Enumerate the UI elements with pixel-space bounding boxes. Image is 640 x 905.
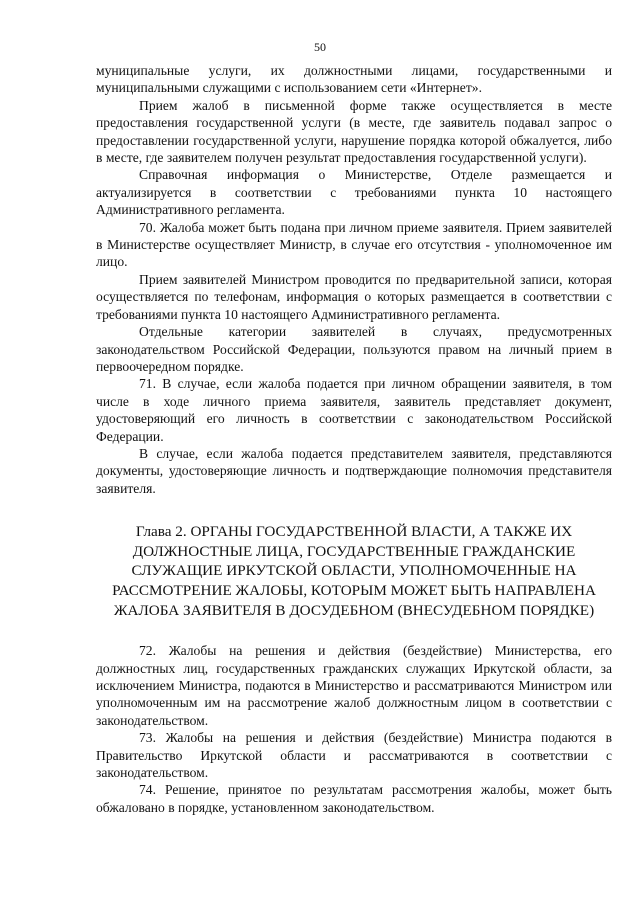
paragraph: В случае, если жалоба подается представителем заявителя, представляются документы, удостоверяющие личность и подтверждающие полномочия представителя заявителя.: [96, 445, 612, 496]
heading-line: РАССМОТРЕНИЕ ЖАЛОБЫ, КОТОРЫМ МОЖЕТ БЫТЬ НАПРАВЛЕНА: [112, 581, 596, 599]
paragraph: 71. В случае, если жалоба подается при личном обращении заявителя, в том числе в ходе личного приема заявителя, заявитель представляет документ, удостоверяющий его личность в соответствии с законодательством Российской Федерации.: [96, 376, 612, 444]
paragraph: муниципальные услуги, их должностными лицами, государственными и муниципальными служащими с использованием сети «Интернет».: [96, 63, 612, 96]
heading-line: СЛУЖАЩИЕ ИРКУТСКОЙ ОБЛАСТИ, УПОЛНОМОЧЕННЫЕ НА: [131, 562, 577, 580]
paragraph: Прием жалоб в письменной форме также осуществляется в месте предоставления государственной услуги (в месте, где заявитель подавал запрос о предоставлении государственной услуги, нарушение порядка которой обжалуется, либо в месте, где заявителем получен результат предоставления государственной услуги).: [96, 97, 612, 166]
chapter-heading: [96, 522, 612, 620]
paragraph: 70. Жалоба может быть подана при личном приеме заявителя. Прием заявителей в Министерстве осуществляет Министр, в случае его отсутствия - уполномоченное им лицо.: [96, 219, 612, 270]
paragraph: 72. Жалобы на решения и действия (бездействие) Министерства, его должностных лиц, государственных гражданских служащих Иркутской области, за исключением Министра, подаются в Министерство и рассматриваются Министром или уполномоченным им на рассмотрение жалоб должностным лицом в соответствии с законодательством.: [96, 643, 612, 728]
paragraph: 73. Жалобы на решения и действия (бездействие) Министра подаются в Правительство Иркутской области и рассматриваются в соответствии с законодательством.: [96, 730, 612, 780]
page-number: 50: [314, 40, 326, 54]
paragraph: Прием заявителей Министром проводится по предварительной записи, которая осуществляется по телефонам, информация о которых размещается в соответствии с требованиями пункта 10 настоящего Административного регламента.: [96, 271, 612, 322]
paragraph: 74. Решение, принятое по результатам рассмотрения жалобы, может быть обжаловано в порядке, установленном законодательством.: [96, 782, 612, 815]
page-content: [96, 62, 612, 816]
paragraph: Отдельные категории заявителей в случаях, предусмотренных законодательством Российской Федерации, пользуются правом на личный прием в первоочередном порядке.: [96, 324, 612, 374]
paragraph: Справочная информация о Министерстве, Отделе размещается и актуализируется в соответствии с требованиями пункта 10 настоящего Административного регламента.: [96, 167, 612, 218]
heading-line: ЖАЛОБА ЗАЯВИТЕЛЯ В ДОСУДЕБНОМ (ВНЕСУДЕБНОМ ПОРЯДКЕ): [113, 601, 595, 619]
heading-line: Глава 2. ОРГАНЫ ГОСУДАРСТВЕННОЙ ВЛАСТИ, А ТАКЖЕ ИХ: [135, 523, 573, 541]
heading-line: ДОЛЖНОСТНЫЕ ЛИЦА, ГОСУДАРСТВЕННЫЕ ГРАЖДАНСКИЕ: [132, 542, 576, 560]
